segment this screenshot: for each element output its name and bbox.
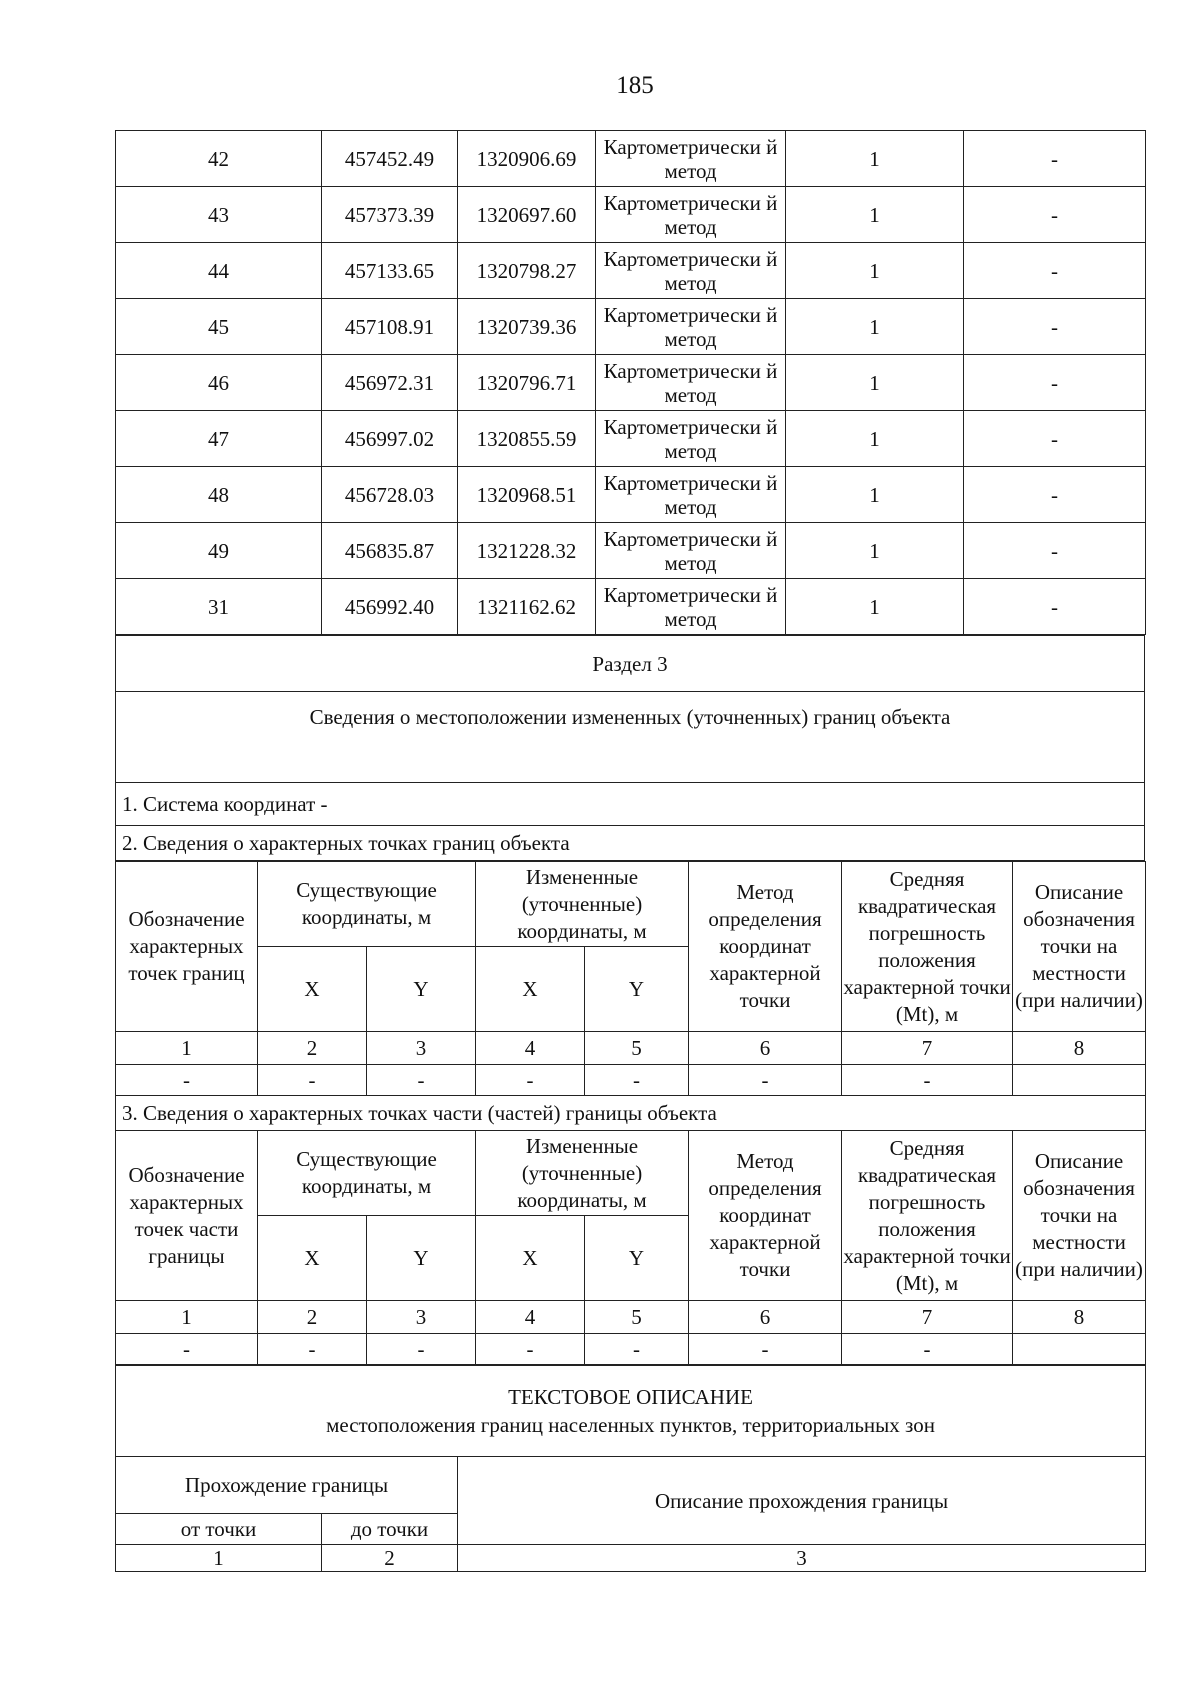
points-title: 2. Сведения о характерных точках границ объекта bbox=[116, 826, 1145, 861]
accuracy: 1 bbox=[786, 299, 964, 355]
coordinates-table bbox=[115, 130, 1146, 635]
points-table bbox=[115, 861, 1146, 1365]
header-accuracy: Средняя квадратическая погрешность положения характерной точки (Mt), м bbox=[842, 862, 1013, 1032]
parts-title: 3. Сведения о характерных точках части (частей) границы объекта bbox=[116, 1096, 1146, 1131]
coord-x: 456992.40 bbox=[322, 579, 458, 635]
header-y: Y bbox=[585, 1216, 689, 1301]
col-number: 8 bbox=[1013, 1301, 1146, 1334]
header-x: X bbox=[476, 947, 585, 1032]
dash-cell: - bbox=[689, 1065, 842, 1096]
col-number: 2 bbox=[258, 1032, 367, 1065]
method: Картометрически й метод bbox=[596, 355, 786, 411]
column-numbers-row bbox=[116, 1301, 1146, 1334]
col-number: 7 bbox=[842, 1032, 1013, 1065]
dash-cell: - bbox=[258, 1065, 367, 1096]
document-sheet bbox=[115, 130, 1145, 1572]
coord-x: 456728.03 bbox=[322, 467, 458, 523]
text-description-table bbox=[115, 1365, 1146, 1572]
point-number: 45 bbox=[116, 299, 322, 355]
coordinate-row bbox=[116, 299, 1146, 355]
point-number: 44 bbox=[116, 243, 322, 299]
coordinate-row bbox=[116, 523, 1146, 579]
point-number: 42 bbox=[116, 131, 322, 187]
method: Картометрически й метод bbox=[596, 523, 786, 579]
method: Картометрически й метод bbox=[596, 131, 786, 187]
coordinate-row bbox=[116, 131, 1146, 187]
header-x: X bbox=[258, 947, 367, 1032]
coordinate-row bbox=[116, 355, 1146, 411]
point-description: - bbox=[964, 299, 1146, 355]
col-number: 1 bbox=[116, 1032, 258, 1065]
dash-cell: - bbox=[842, 1334, 1013, 1365]
text-description-heading bbox=[116, 1366, 1146, 1457]
coord-x: 457133.65 bbox=[322, 243, 458, 299]
coord-y: 1320906.69 bbox=[458, 131, 596, 187]
point-number: 31 bbox=[116, 579, 322, 635]
section3-table bbox=[115, 635, 1145, 861]
point-description: - bbox=[964, 355, 1146, 411]
header-designation: Обозначение характерных точек границ bbox=[116, 862, 258, 1032]
header-y: Y bbox=[585, 947, 689, 1032]
header-accuracy: Средняя квадратическая погрешность положения характерной точки (Mt), м bbox=[842, 1131, 1013, 1301]
header-method: Метод определения координат характерной точки bbox=[689, 1131, 842, 1301]
dash-cell: - bbox=[476, 1065, 585, 1096]
dash-cell: - bbox=[116, 1334, 258, 1365]
col-number: 3 bbox=[458, 1545, 1146, 1572]
point-description: - bbox=[964, 579, 1146, 635]
text-column-numbers-row bbox=[116, 1545, 1146, 1572]
coord-y: 1321228.32 bbox=[458, 523, 596, 579]
point-number: 48 bbox=[116, 467, 322, 523]
coordinate-row bbox=[116, 579, 1146, 635]
accuracy: 1 bbox=[786, 131, 964, 187]
col-number: 3 bbox=[367, 1032, 476, 1065]
dash-cell: - bbox=[116, 1065, 258, 1096]
col-number: 4 bbox=[476, 1301, 585, 1334]
header-existing: Существующие координаты, м bbox=[258, 862, 476, 947]
point-description: - bbox=[964, 411, 1146, 467]
header-method: Метод определения координат характерной точки bbox=[689, 862, 842, 1032]
method: Картометрически й метод bbox=[596, 299, 786, 355]
header-description: Описание обозначения точки на местности (при наличии) bbox=[1013, 862, 1146, 1032]
to-point-header: до точки bbox=[322, 1514, 458, 1545]
point-number: 46 bbox=[116, 355, 322, 411]
section-heading: Сведения о местоположении измененных (уточненных) границ объекта bbox=[116, 692, 1145, 783]
dash-cell: - bbox=[367, 1065, 476, 1096]
dash-cell: - bbox=[585, 1334, 689, 1365]
coord-x: 456997.02 bbox=[322, 411, 458, 467]
coord-x: 456835.87 bbox=[322, 523, 458, 579]
column-numbers-row bbox=[116, 1032, 1146, 1065]
text-description-subtitle: местоположения границ населенных пунктов, территориальных зон bbox=[326, 1413, 935, 1437]
accuracy: 1 bbox=[786, 579, 964, 635]
coord-y: 1320855.59 bbox=[458, 411, 596, 467]
coord-x: 457108.91 bbox=[322, 299, 458, 355]
coord-x: 457452.49 bbox=[322, 131, 458, 187]
empty-data-row bbox=[116, 1334, 1146, 1365]
passage-header: Прохождение границы bbox=[116, 1457, 458, 1514]
coord-y: 1320796.71 bbox=[458, 355, 596, 411]
coord-y: 1320968.51 bbox=[458, 467, 596, 523]
accuracy: 1 bbox=[786, 523, 964, 579]
coord-y: 1321162.62 bbox=[458, 579, 596, 635]
coordinate-row bbox=[116, 411, 1146, 467]
text-description-title: ТЕКСТОВОЕ ОПИСАНИЕ bbox=[508, 1385, 753, 1409]
point-description: - bbox=[964, 131, 1146, 187]
col-number: 2 bbox=[258, 1301, 367, 1334]
header-x: X bbox=[476, 1216, 585, 1301]
method: Картометрически й метод bbox=[596, 411, 786, 467]
method: Картометрически й метод bbox=[596, 579, 786, 635]
header-description: Описание обозначения точки на местности (при наличии) bbox=[1013, 1131, 1146, 1301]
header-changed: Измененные (уточненные) координаты, м bbox=[476, 1131, 689, 1216]
point-description: - bbox=[964, 467, 1146, 523]
header-changed: Измененные (уточненные) координаты, м bbox=[476, 862, 689, 947]
header-existing: Существующие координаты, м bbox=[258, 1131, 476, 1216]
coordinate-row bbox=[116, 467, 1146, 523]
from-point-header: от точки bbox=[116, 1514, 322, 1545]
accuracy: 1 bbox=[786, 411, 964, 467]
col-number: 1 bbox=[116, 1545, 322, 1572]
accuracy: 1 bbox=[786, 355, 964, 411]
point-number: 47 bbox=[116, 411, 322, 467]
coord-system: 1. Система координат - bbox=[116, 783, 1145, 826]
accuracy: 1 bbox=[786, 243, 964, 299]
col-number: 7 bbox=[842, 1301, 1013, 1334]
accuracy: 1 bbox=[786, 467, 964, 523]
col-number: 3 bbox=[367, 1301, 476, 1334]
passage-description-header: Описание прохождения границы bbox=[458, 1457, 1146, 1545]
page-number: 185 bbox=[616, 72, 654, 99]
coord-x: 456972.31 bbox=[322, 355, 458, 411]
point-number: 43 bbox=[116, 187, 322, 243]
col-number: 2 bbox=[322, 1545, 458, 1572]
point-description: - bbox=[964, 523, 1146, 579]
coord-y: 1320798.27 bbox=[458, 243, 596, 299]
dash-cell bbox=[1013, 1334, 1146, 1365]
col-number: 8 bbox=[1013, 1032, 1146, 1065]
dash-cell: - bbox=[585, 1065, 689, 1096]
point-number: 49 bbox=[116, 523, 322, 579]
header-x: X bbox=[258, 1216, 367, 1301]
col-number: 5 bbox=[585, 1032, 689, 1065]
dash-cell: - bbox=[842, 1065, 1013, 1096]
empty-data-row bbox=[116, 1065, 1146, 1096]
dash-cell: - bbox=[367, 1334, 476, 1365]
coord-y: 1320697.60 bbox=[458, 187, 596, 243]
coordinate-row bbox=[116, 243, 1146, 299]
header-y: Y bbox=[367, 1216, 476, 1301]
dash-cell: - bbox=[476, 1334, 585, 1365]
point-description: - bbox=[964, 243, 1146, 299]
dash-cell bbox=[1013, 1065, 1146, 1096]
method: Картометрически й метод bbox=[596, 243, 786, 299]
section-title: Раздел 3 bbox=[116, 636, 1145, 692]
dash-cell: - bbox=[689, 1334, 842, 1365]
col-number: 6 bbox=[689, 1301, 842, 1334]
col-number: 1 bbox=[116, 1301, 258, 1334]
accuracy: 1 bbox=[786, 187, 964, 243]
point-description: - bbox=[964, 187, 1146, 243]
header-designation-part: Обозначение характерных точек части границы bbox=[116, 1131, 258, 1301]
col-number: 4 bbox=[476, 1032, 585, 1065]
col-number: 6 bbox=[689, 1032, 842, 1065]
coord-y: 1320739.36 bbox=[458, 299, 596, 355]
col-number: 5 bbox=[585, 1301, 689, 1334]
coord-x: 457373.39 bbox=[322, 187, 458, 243]
header-y: Y bbox=[367, 947, 476, 1032]
dash-cell: - bbox=[258, 1334, 367, 1365]
method: Картометрически й метод bbox=[596, 467, 786, 523]
coordinate-row bbox=[116, 187, 1146, 243]
method: Картометрически й метод bbox=[596, 187, 786, 243]
